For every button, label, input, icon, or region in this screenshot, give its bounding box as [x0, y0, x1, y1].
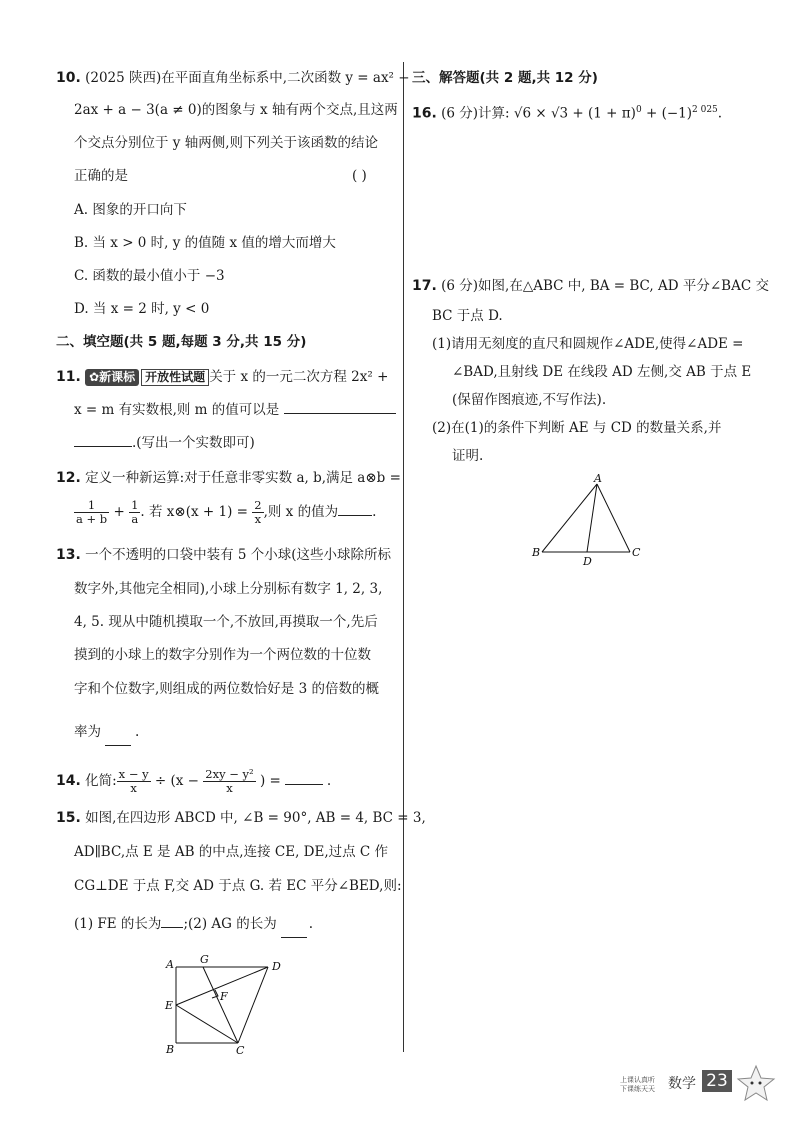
q12-answer-blank[interactable] — [338, 502, 372, 516]
q17-line1 — [412, 276, 769, 296]
q11-text1: 关于 x 的一元二次方程 2x² + — [209, 369, 389, 385]
q17-line4: ∠BAD,且射线 DE 在线段 AD 左侧,交 AB 于点 E — [452, 364, 752, 380]
q11-line3 — [74, 433, 255, 453]
q10-option-d: D. 当 x = 2 时, y < 0 — [74, 301, 210, 317]
fig17-label-c: C — [632, 546, 641, 559]
fig17-edge-ac — [597, 484, 630, 552]
q10-number: 10. — [56, 70, 81, 86]
footer-subject: 数学 — [668, 1076, 696, 1092]
q11-line2 — [74, 400, 396, 420]
q13-line2: 数字外,其他完全相同),小球上分别标有数字 1, 2, 3, — [74, 581, 383, 597]
q15-line4: (1) FE 的长为 ;(2) AG 的长为 . — [74, 914, 313, 934]
q13-number: 13. — [56, 547, 81, 563]
q14-line1: 14. 化简: $\frac{x - y}{x}$ ÷ (x − $\frac{\text{2xy − y²}}{x}$ ) = . — [56, 767, 332, 795]
q13-line1 — [56, 545, 391, 565]
q11-text2: x = m 有实数根,则 m 的值可以是 — [74, 402, 280, 418]
q11-answer-blank-cont[interactable] — [74, 433, 132, 447]
q13-line5: 字和个位数字,则组成的两位数恰好是 3 的倍数的概 — [74, 681, 379, 697]
fig15-label-g: G — [200, 953, 209, 966]
q10-option-a: A. 图象的开口向下 — [74, 202, 187, 218]
q10-line4: 正确的是 — [74, 168, 128, 184]
fig17-label-d: D — [583, 555, 592, 568]
q10-text1: (2025 陕西)在平面直角坐标系中,二次函数 y = ax² − — [85, 70, 410, 86]
star-mascot-icon — [736, 1064, 776, 1104]
q17-line7: 证明. — [452, 448, 484, 464]
q14-answer-blank[interactable] — [285, 771, 323, 785]
q12-text1: 定义一种新运算:对于任意非零实数 a, b,满足 a⊗b = — [85, 470, 401, 486]
q15-text1: 如图,在四边形 ABCD 中, ∠B = 90°, AB = 4, BC = 3, — [85, 810, 426, 826]
q17-line5: (保留作图痕迹,不写作法). — [452, 392, 607, 408]
q15-answer-blank-2[interactable] — [281, 924, 307, 938]
q10-option-b: B. 当 x > 0 时, y 的值随 x 值的增大而增大 — [74, 235, 336, 251]
q11-text3: .(写出一个实数即可) — [132, 435, 255, 451]
q10-option-c: C. 函数的最小值小于 −3 — [74, 268, 225, 284]
q12-line1 — [56, 468, 401, 488]
section2-heading: 二、填空题(共 5 题,每题 3 分,共 15 分) — [56, 334, 307, 350]
q13-answer-blank[interactable] — [105, 732, 131, 746]
q15-line1 — [56, 808, 426, 828]
q12-fraction-3: $\frac{2}{x}$ — [254, 498, 262, 526]
fig15-label-f: F — [220, 990, 228, 1003]
open-question-badge: 开放性试题 — [141, 369, 209, 386]
fig15-label-c: C — [236, 1044, 245, 1057]
q12-number: 12. — [56, 470, 81, 486]
fig15-label-d: D — [272, 960, 281, 973]
q10-answer-paren: ( ) — [352, 168, 367, 184]
q11-answer-blank[interactable] — [284, 400, 396, 414]
q13-text1: 一个不透明的口袋中装有 5 个小球(这些小球除所标 — [85, 547, 392, 563]
q14-fraction-2: $\frac{\text{2xy − y²}}{x}$ — [205, 767, 254, 795]
new-curriculum-badge: ✿新课标 — [85, 369, 139, 386]
page-footer — [620, 1070, 790, 1110]
q16-number: 16. — [412, 105, 437, 122]
q13-line4: 摸到的小球上的数字分别作为一个两位数的十位数 — [74, 647, 371, 663]
section3-heading: 三、解答题(共 2 题,共 12 分) — [412, 70, 598, 86]
q15-figure — [160, 950, 290, 1058]
column-divider — [403, 62, 404, 1052]
fig15-line-gc — [203, 967, 238, 1043]
q15-line3: CG⊥DE 于点 F,交 AD 于点 G. 若 EC 平分∠BED,则: — [74, 878, 402, 894]
page-number: 23 — [702, 1070, 732, 1092]
q16-line1: 16. (6 分)计算: $√6 \times √3 + (1 + \pi)^0 + (-1)^{2 025}$. — [412, 105, 723, 122]
q15-number: 15. — [56, 810, 81, 826]
fig17-label-b: B — [532, 546, 541, 559]
q11-number: 11. — [56, 369, 81, 385]
q15-answer-blank-1[interactable] — [161, 914, 183, 928]
fig15-edge-dc — [238, 967, 268, 1043]
fig15-label-b: B — [166, 1043, 175, 1056]
q17-line3: (1)请用无刻度的直尺和圆规作∠ADE,使得∠ADE = — [432, 336, 744, 352]
q17-line6: (2)在(1)的条件下判断 AE 与 CD 的数量关系,并 — [432, 420, 722, 436]
q12-line2: $\frac{1}{a + b}$ + $\frac{1}{a}$ . 若 x⊗(x + 1) = $\frac{2}{x}$ ,则 x 的值为 . — [76, 498, 377, 526]
fig17-label-a: A — [594, 472, 602, 485]
fig15-label-e: E — [165, 999, 174, 1012]
q17-number: 17. — [412, 278, 437, 294]
q17-figure — [528, 472, 648, 570]
q14-fraction-1: $\frac{x - y}{x}$ — [118, 767, 149, 795]
q17-line2: BC 于点 D. — [432, 308, 503, 324]
q10-line3: 个交点分别位于 y 轴两侧,则下列关于该函数的结论 — [74, 135, 378, 151]
q17-text1: (6 分)如图,在△ABC 中, BA = BC, AD 平分∠BAC 交 — [441, 278, 769, 294]
q10-line1 — [56, 68, 410, 88]
q11-line1 — [56, 367, 388, 387]
fig15-label-a: A — [166, 958, 174, 971]
q13-line6: 率为 . — [74, 722, 139, 742]
q12-fraction-1: $\frac{1}{a + b}$ — [76, 498, 108, 526]
q13-line3: 4, 5. 现从中随机摸取一个,不放回,再摸取一个,先后 — [74, 614, 378, 630]
footer-slogan: 上课认真听 下课练天天 — [620, 1076, 655, 1093]
q12-fraction-2: $\frac{1}{a}$ — [131, 498, 139, 526]
q14-number: 14. — [56, 773, 81, 789]
q15-line2: AD∥BC,点 E 是 AB 的中点,连接 CE, DE,过点 C 作 — [74, 844, 389, 860]
q10-line2: 2ax + a − 3(a ≠ 0)的图象与 x 轴有两个交点,且这两 — [74, 102, 398, 118]
